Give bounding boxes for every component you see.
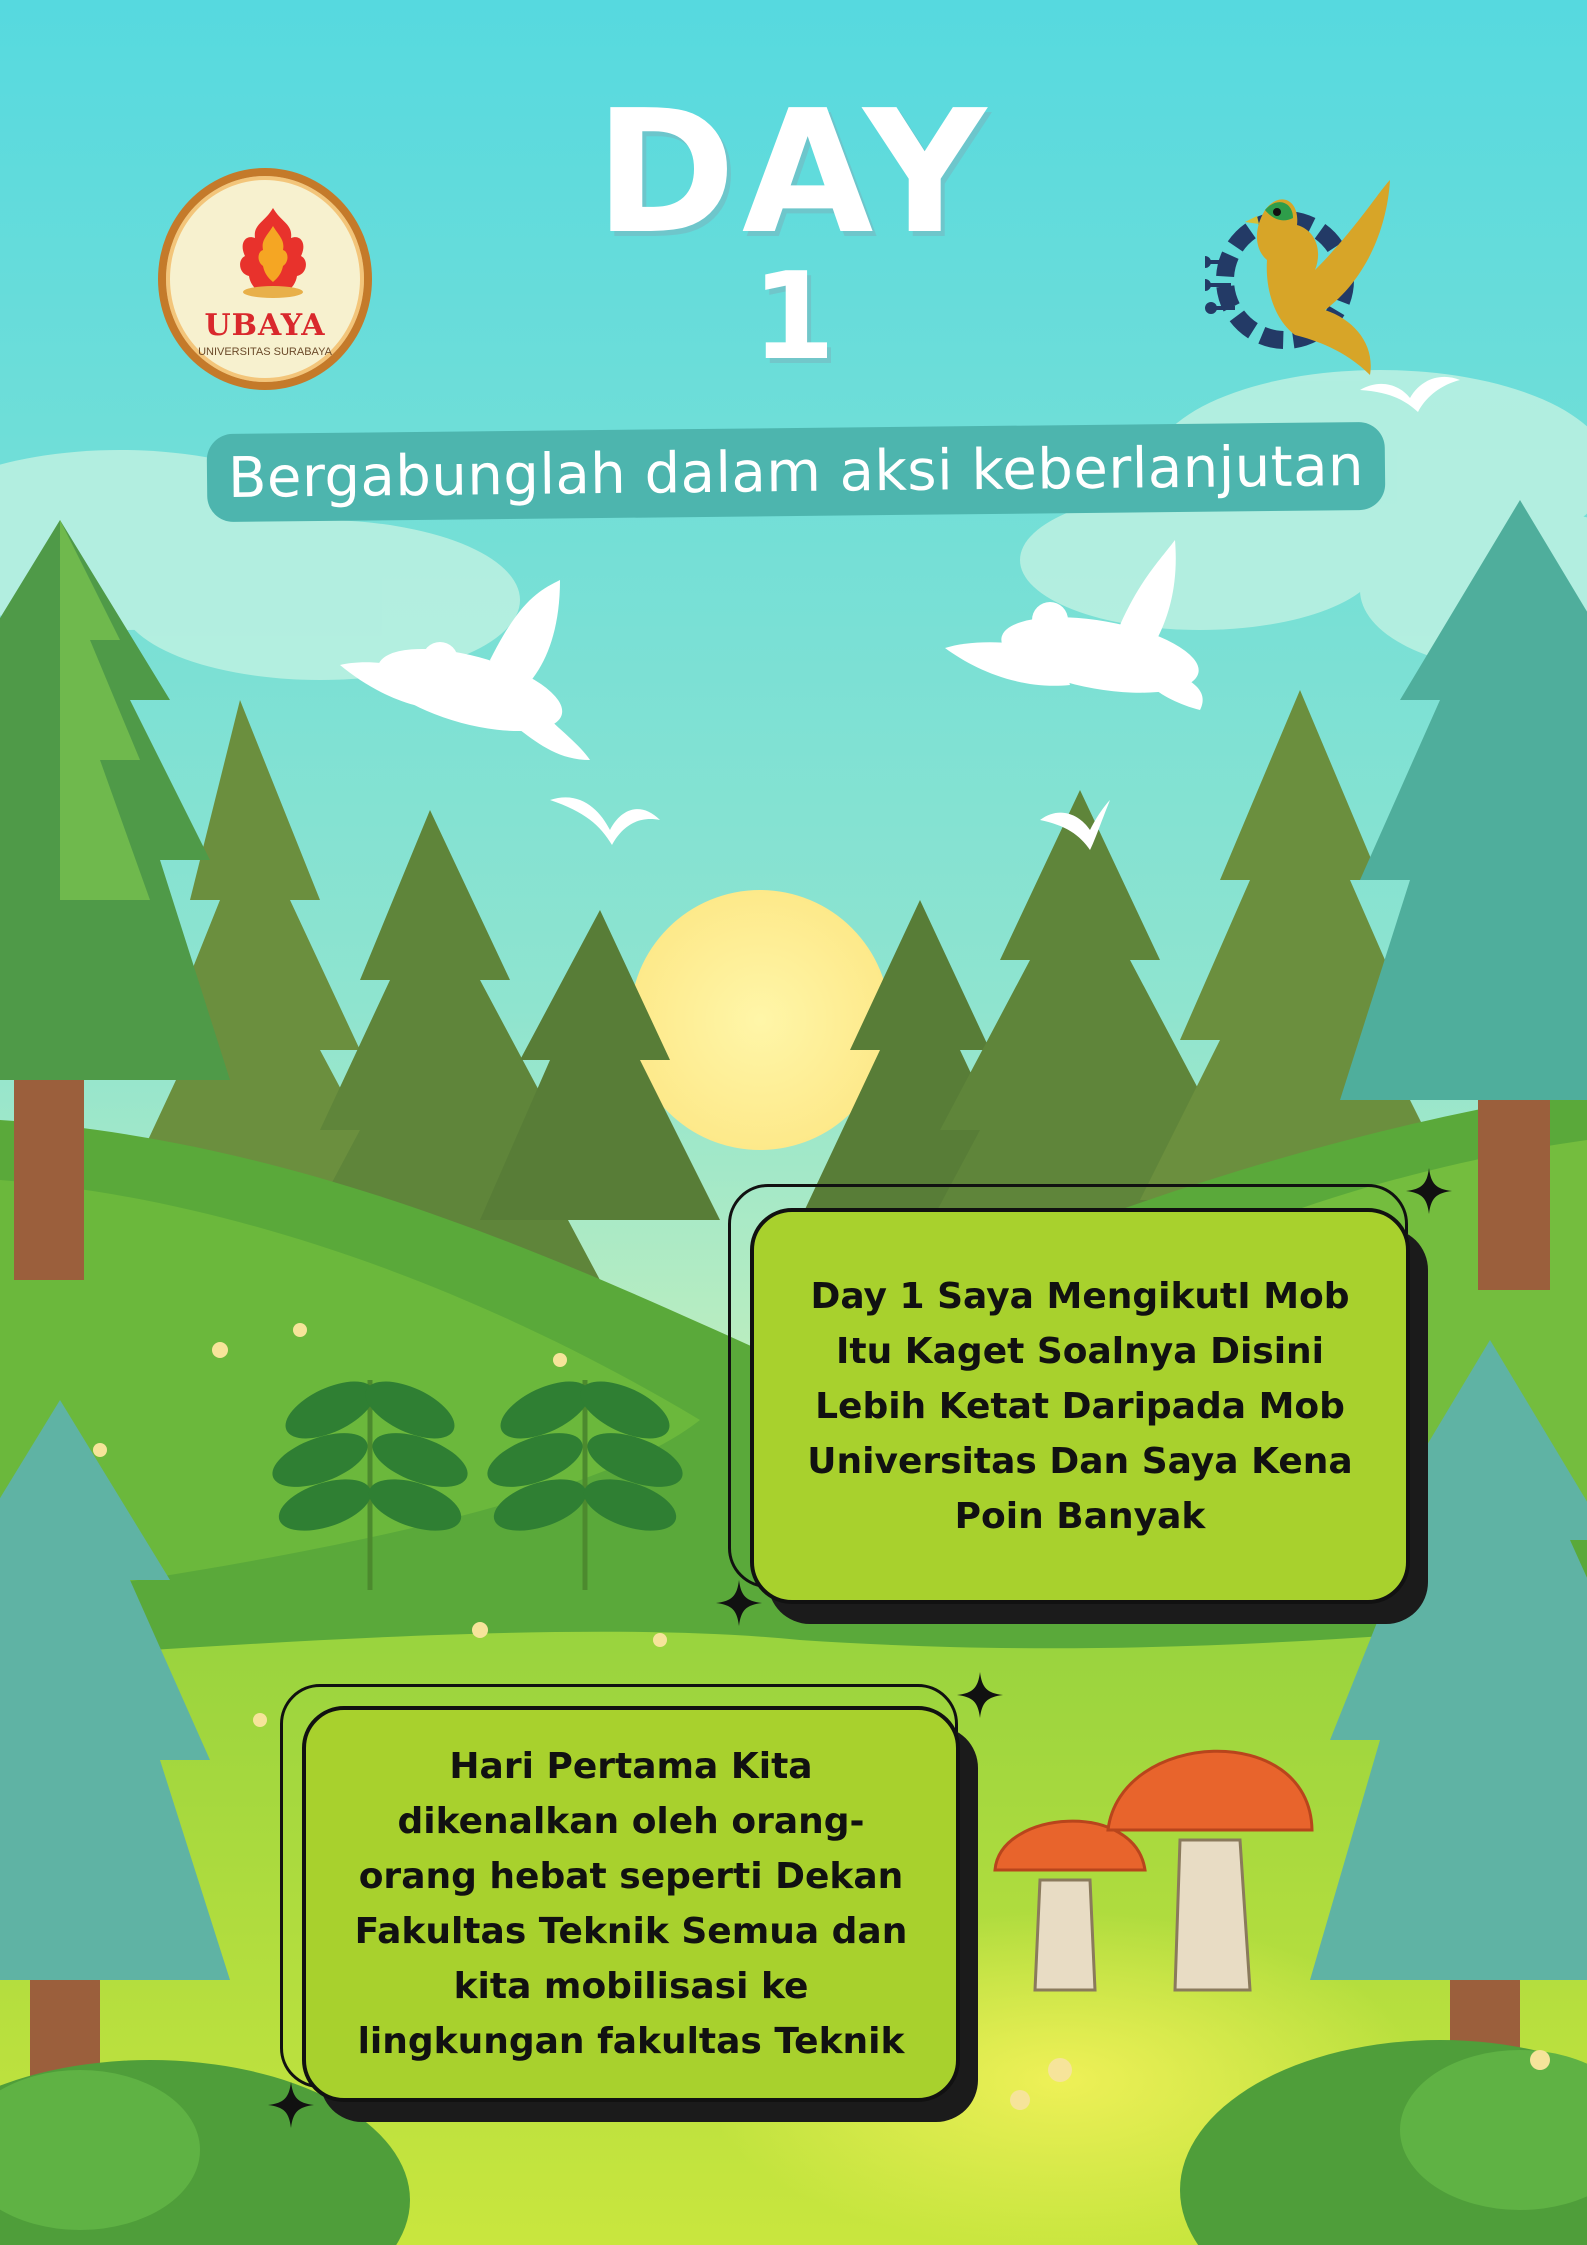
sparkle-icon xyxy=(716,1580,762,1626)
ubaya-subname: UNIVERSITAS SURABAYA xyxy=(198,346,332,358)
testimony-card-1-text: Day 1 Saya MengikutI Mob Itu Kaget Soalnya Disini Lebih Ketat Daripada Mob Universitas Dan Saya Kena Poin Banyak xyxy=(807,1275,1353,1537)
ubaya-logo xyxy=(158,168,372,390)
ubaya-name: UBAYA xyxy=(204,308,326,343)
sparkle-icon xyxy=(268,2082,314,2128)
sparkle-icon xyxy=(1406,1168,1452,1214)
day-number: 1 xyxy=(751,248,836,387)
garuda-flame-emblem-icon xyxy=(223,204,323,302)
sparkle-icon xyxy=(957,1672,1003,1718)
tagline-banner xyxy=(207,422,1386,522)
testimony-card-2-text: Hari Pertama Kita dikenalkan oleh orang-orang hebat seperti Dekan Fakultas Teknik Semua dan kita mobilisasi ke lingkungan fakultas Teknik xyxy=(354,1746,908,2062)
day-title: DAY xyxy=(594,74,993,272)
testimony-card-1 xyxy=(750,1208,1410,1604)
tagline-text: Bergabunglah dalam aksi keberlanjutan xyxy=(227,433,1365,511)
testimony-card-2 xyxy=(302,1706,960,2102)
sun xyxy=(630,890,890,1150)
bird-of-paradise-gear-icon xyxy=(1205,170,1395,382)
